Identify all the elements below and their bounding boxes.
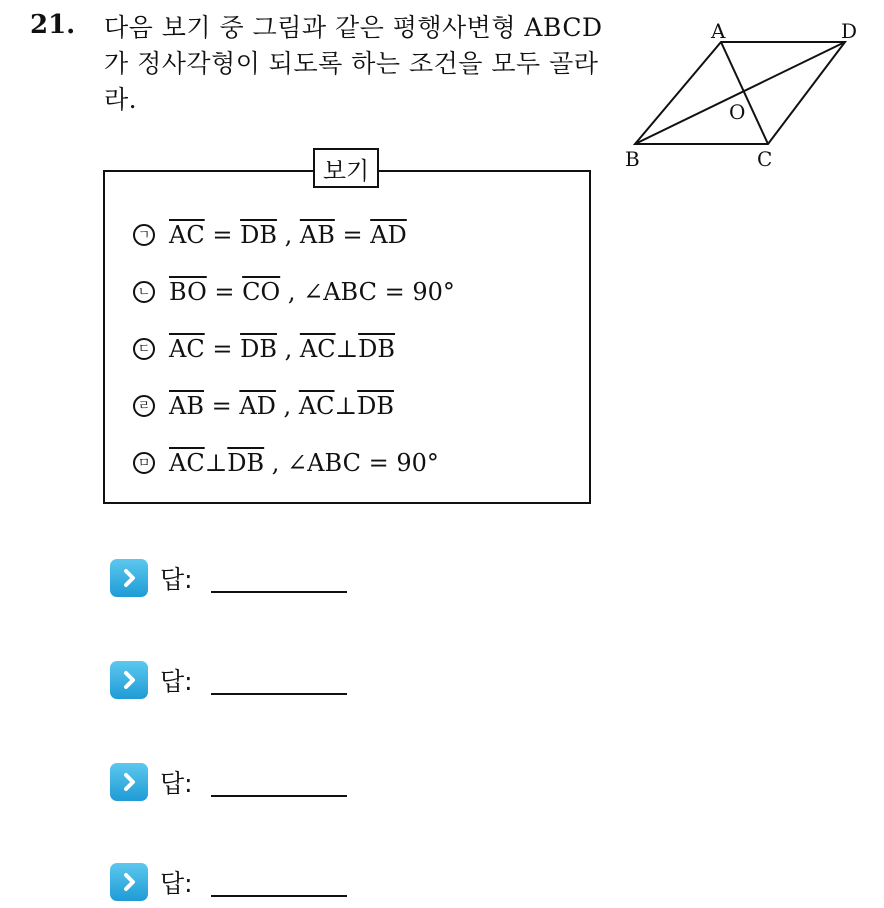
condition-text: , [276, 335, 300, 363]
segment-name: $\overline{DB}$ [240, 221, 277, 249]
answer-blank[interactable] [211, 895, 347, 897]
condition-text: ∠ABC = 90° [303, 278, 455, 306]
question-line: 라. [104, 85, 138, 114]
condition-text: = [206, 278, 243, 306]
chevron-right-icon [110, 661, 148, 699]
question-line: 다음 보기 중 그림과 같은 평행사변형 ABCD [104, 13, 603, 42]
chevron-right-icon [110, 559, 148, 597]
segment-name: $\overline{DB}$ [240, 335, 277, 363]
condition-text: , [276, 221, 300, 249]
segment-name: $\overline{AC}$ [169, 221, 205, 249]
condition-text: , [275, 392, 299, 420]
segment-name: $\overline{DB}$ [357, 392, 394, 420]
vertex-label-d: D [841, 19, 858, 43]
answer-label: 답: [160, 565, 193, 594]
diagonal-bd [635, 42, 845, 144]
answer-label: 답: [160, 869, 193, 898]
condition-item [133, 274, 455, 310]
answer-label: 답: [160, 667, 193, 696]
answer-blank[interactable] [211, 795, 347, 797]
condition-item [133, 217, 407, 253]
answer-row [110, 660, 347, 700]
answer-blank[interactable] [211, 693, 347, 695]
condition-marker: ㄷ [133, 338, 155, 360]
segment-name: $\overline{AB}$ [169, 392, 204, 420]
vertex-label-a: A [711, 19, 726, 43]
segment-name: $\overline{CO}$ [242, 278, 281, 306]
parallelogram-figure [615, 18, 865, 178]
answer-row [110, 762, 347, 802]
condition-marker: ㄴ [133, 281, 155, 303]
condition-item [133, 331, 395, 367]
condition-text: ⊥ [334, 392, 358, 420]
chevron-right-icon [110, 763, 148, 801]
chevron-right-icon [110, 863, 148, 901]
segment-name: $\overline{DB}$ [227, 449, 265, 477]
condition-item [133, 445, 439, 481]
condition-text: ∠ABC = 90° [287, 449, 439, 477]
bogi-title: 보기 [313, 148, 379, 188]
condition-text: = [204, 221, 241, 249]
condition-marker: ㄱ [133, 224, 155, 246]
vertex-label-b: B [625, 147, 640, 171]
condition-item [133, 388, 394, 424]
question-text [104, 10, 614, 118]
segment-name: $\overline{BO}$ [169, 278, 207, 306]
segment-name: $\overline{AB}$ [299, 221, 335, 249]
segment-name: $\overline{AD}$ [239, 392, 276, 420]
condition-text: , [264, 449, 288, 477]
condition-marker: ㅁ [133, 452, 155, 474]
condition-text: = [203, 392, 240, 420]
segment-name: $\overline{DB}$ [358, 335, 396, 363]
segment-name: $\overline{AD}$ [370, 221, 407, 249]
diagonal-ac [721, 42, 768, 144]
answer-label: 답: [160, 769, 193, 798]
center-label-o: O [729, 100, 746, 124]
condition-text: ⊥ [204, 449, 228, 477]
question-number: 21. [30, 10, 76, 40]
vertex-label-c: C [757, 147, 773, 171]
condition-text: = [334, 221, 371, 249]
answer-row [110, 558, 347, 598]
question-line: 가 정사각형이 되도록 하는 조건을 모두 골라 [104, 49, 599, 78]
condition-text: = [204, 335, 241, 363]
answer-blank[interactable] [211, 591, 347, 593]
segment-name: $\overline{AC}$ [169, 449, 205, 477]
answer-row [110, 862, 347, 902]
condition-text: ⊥ [335, 335, 359, 363]
condition-text: , [280, 278, 304, 306]
condition-marker: ㄹ [133, 395, 155, 417]
segment-name: $\overline{AC}$ [169, 335, 205, 363]
segment-name: $\overline{AC}$ [299, 335, 336, 363]
segment-name: $\overline{AC}$ [298, 392, 335, 420]
